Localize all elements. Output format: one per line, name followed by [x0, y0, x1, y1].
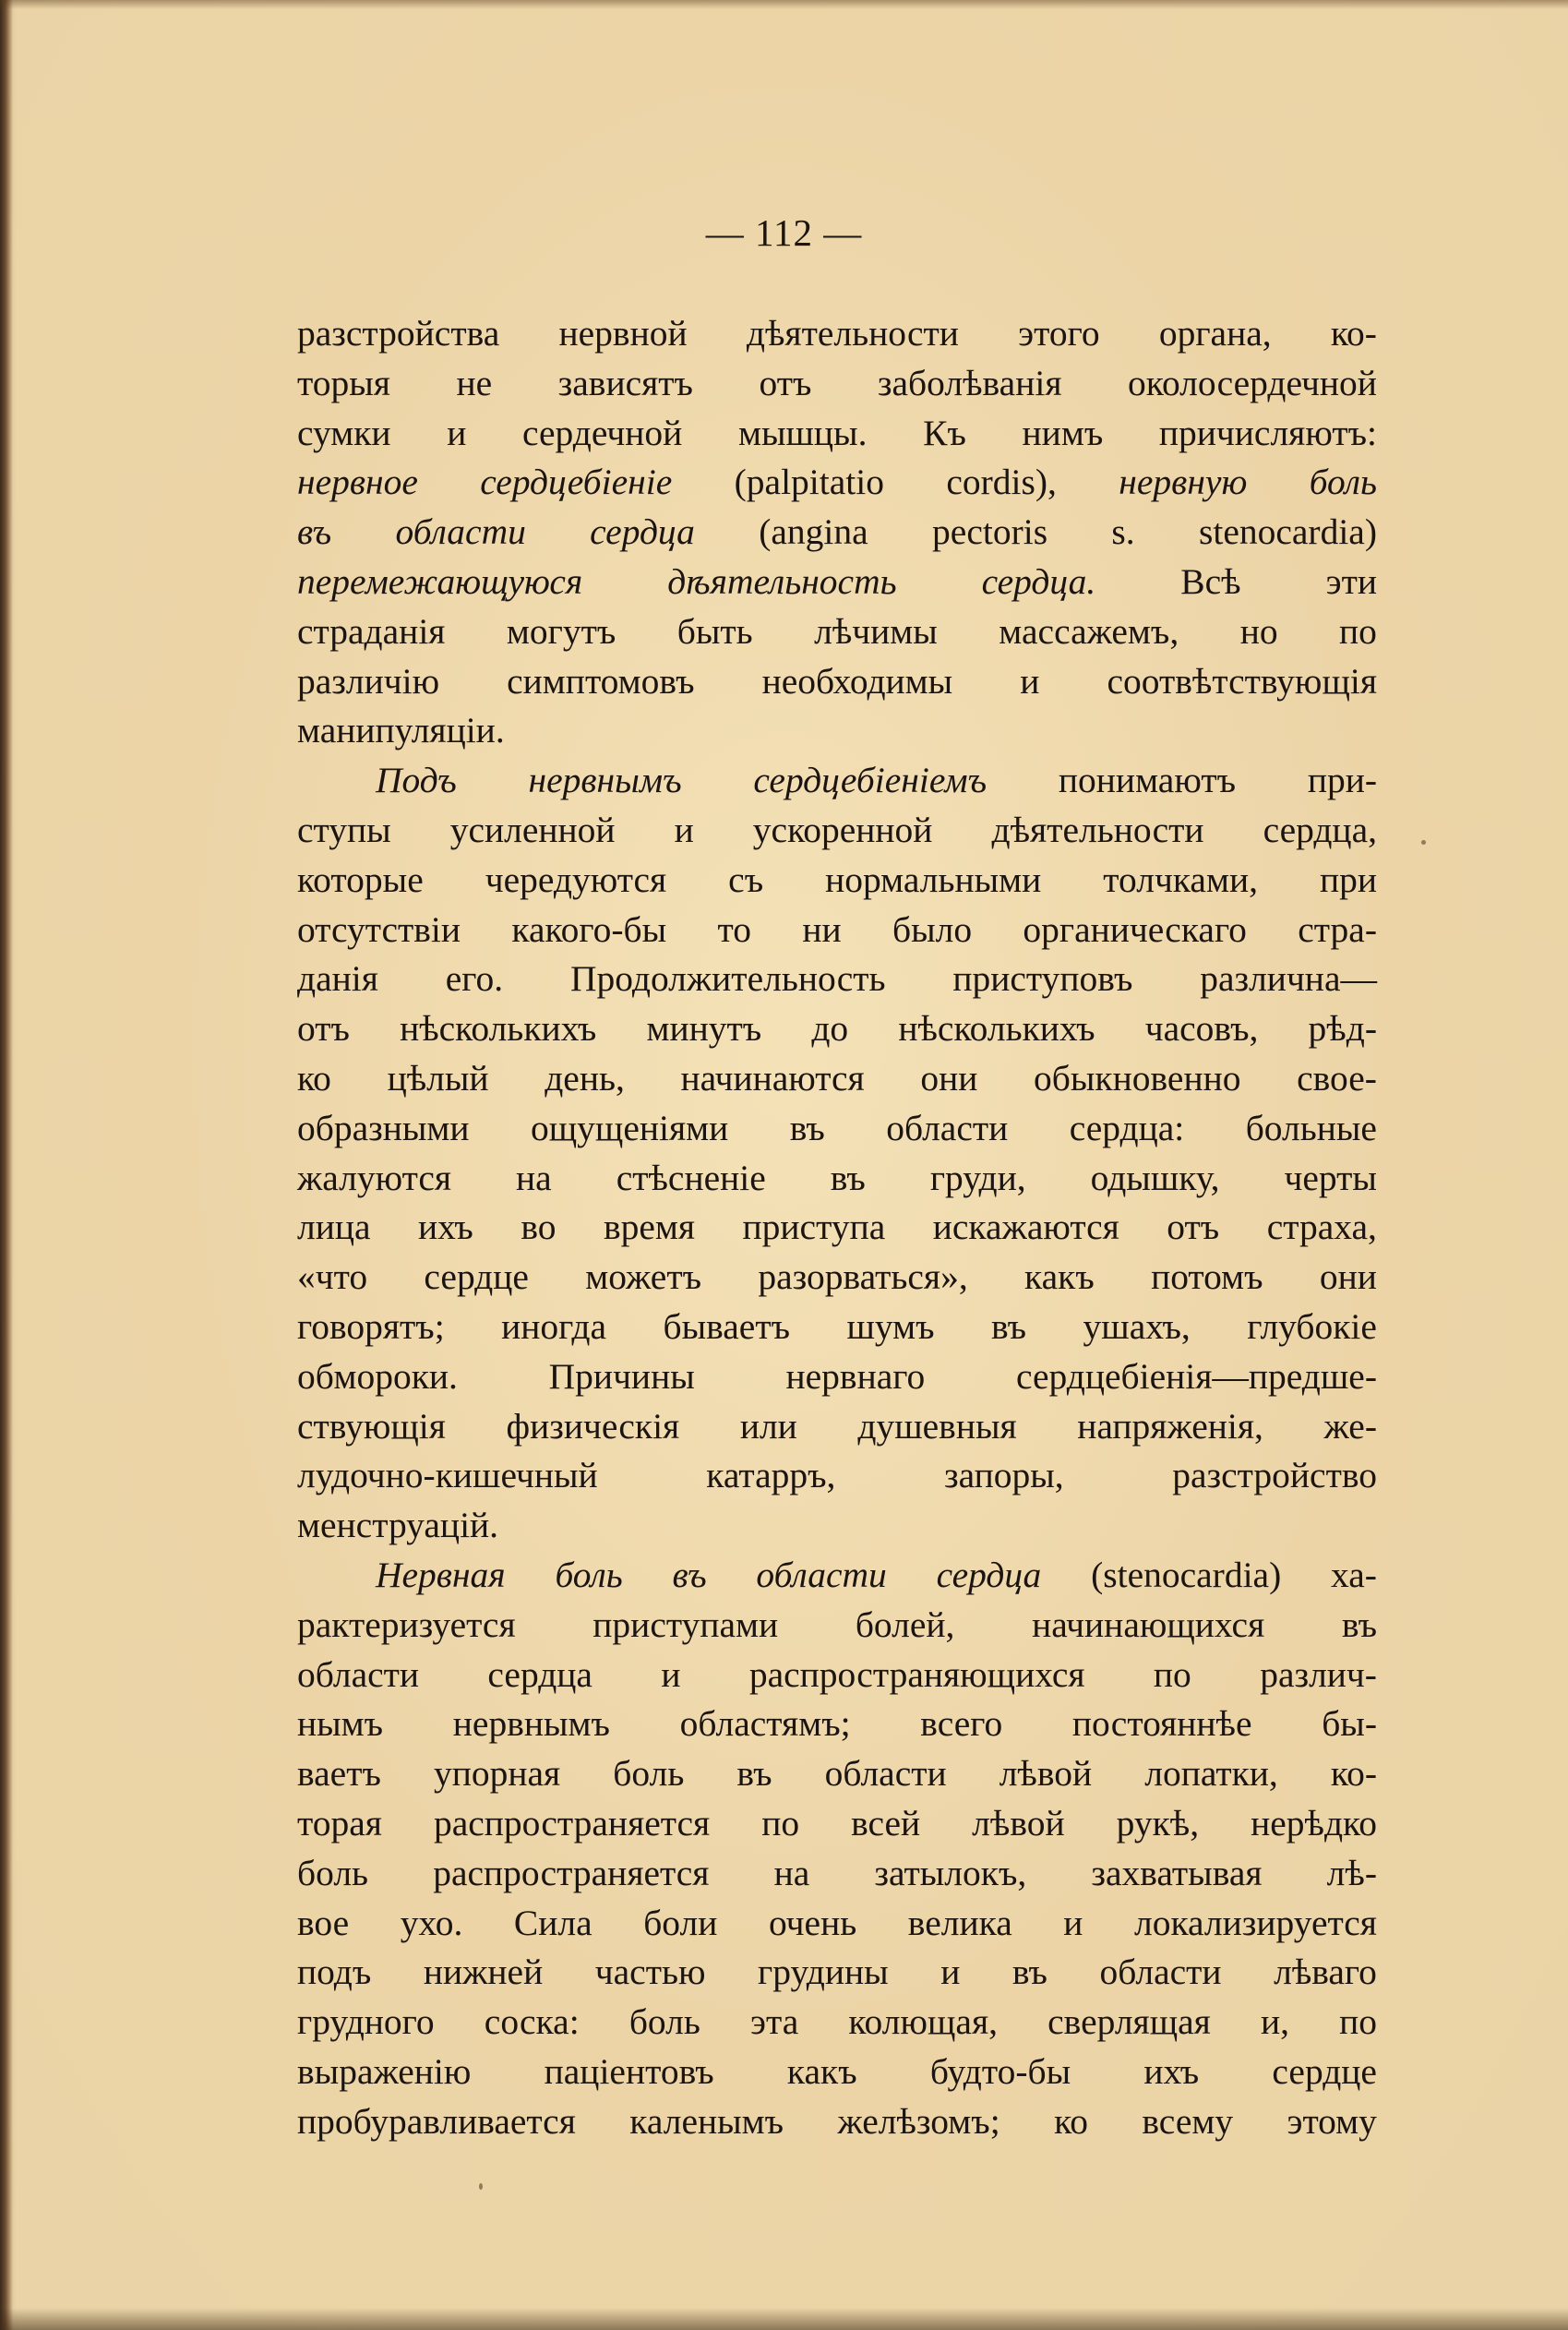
italic-word: сердца.: [981, 560, 1096, 602]
text-line: [297, 558, 1377, 607]
text-line: [297, 706, 1377, 756]
italic-word: дѣятельность: [667, 560, 897, 602]
word: данія: [297, 958, 378, 1000]
word: и: [447, 412, 467, 453]
word: ни: [802, 908, 842, 950]
text-line: [297, 756, 1377, 806]
word: груди,: [929, 1157, 1026, 1198]
word: минутъ: [646, 1008, 762, 1050]
word: какъ: [1024, 1256, 1095, 1298]
word: Причины: [548, 1355, 695, 1397]
word: говорятъ;: [297, 1305, 445, 1347]
word: затылокъ,: [874, 1852, 1027, 1893]
word: лѣчимы: [814, 610, 938, 652]
word: всему: [1142, 2100, 1234, 2142]
word: нѣсколькихъ: [400, 1008, 597, 1050]
word: потомъ: [1151, 1256, 1263, 1298]
word: то: [717, 908, 752, 950]
text-line: [297, 2048, 1377, 2097]
word: боли: [643, 1902, 718, 1943]
word: въ: [1341, 1603, 1377, 1645]
word: боль: [628, 2001, 700, 2043]
word: ступы: [297, 809, 391, 850]
word: причисляютъ:: [1158, 412, 1377, 453]
word: желѣзомъ;: [837, 2100, 1000, 2142]
word: больные: [1245, 1107, 1377, 1148]
word: бы-: [1322, 1703, 1377, 1745]
text-line: [297, 1651, 1377, 1700]
word: его.: [445, 958, 504, 1000]
text-line: [297, 657, 1377, 707]
word: образными: [297, 1107, 470, 1148]
word: ихъ: [418, 1207, 473, 1248]
word: физическія: [506, 1405, 680, 1447]
word: стѣсненіе: [616, 1157, 766, 1198]
italic-word: области: [395, 511, 526, 553]
text-line: [297, 1948, 1377, 1998]
word: грудного: [297, 2001, 435, 2043]
word: подъ: [297, 1952, 372, 1993]
word: начинаются: [680, 1057, 865, 1099]
word: нервнаго: [785, 1355, 926, 1397]
word: выраженію: [297, 2050, 472, 2092]
word: они: [1319, 1256, 1377, 1298]
word: и,: [1260, 2001, 1289, 2043]
word: ушахъ,: [1083, 1305, 1191, 1347]
text-line: [297, 1154, 1377, 1204]
word: этого: [1018, 313, 1100, 354]
word: рукѣ,: [1116, 1802, 1200, 1844]
word: нымъ: [297, 1703, 384, 1745]
word: по: [761, 1802, 800, 1844]
text-line: [297, 1699, 1377, 1749]
word: нерѣдко: [1251, 1802, 1377, 1844]
word: упорная: [433, 1753, 561, 1795]
word: Къ: [923, 412, 966, 453]
word: паціентовъ: [544, 2050, 714, 2092]
word: грудины: [758, 1952, 889, 1993]
word: колющая,: [848, 2001, 998, 2043]
word: не: [456, 362, 493, 403]
text-line: [297, 1402, 1377, 1452]
word: pectoris: [932, 511, 1048, 553]
word: отъ: [297, 1008, 350, 1050]
word: отъ: [759, 362, 812, 403]
italic-word: области: [756, 1554, 887, 1595]
word: при-: [1307, 760, 1377, 801]
italic-word: боль: [1309, 462, 1377, 503]
word: время: [603, 1207, 696, 1248]
word: чередуются: [485, 859, 667, 900]
word: очень: [768, 1902, 857, 1943]
word: напряженія,: [1077, 1405, 1263, 1447]
word: страданія: [297, 610, 446, 652]
text-line: [297, 1849, 1377, 1899]
word: обыкновенно: [1034, 1057, 1241, 1099]
italic-word: нервное: [297, 462, 418, 503]
word: лопатки,: [1144, 1753, 1278, 1795]
word: одышку,: [1090, 1157, 1220, 1198]
word: cordis),: [946, 462, 1057, 503]
italic-word: нервнымъ: [528, 760, 682, 801]
word: частью: [594, 1952, 706, 1993]
word: свое-: [1297, 1057, 1377, 1099]
word: нервной: [558, 313, 688, 354]
italic-word: Нервная: [376, 1554, 506, 1595]
word: эта: [750, 2001, 799, 2043]
word: лѣвой: [972, 1802, 1065, 1844]
word: во: [521, 1207, 557, 1248]
text-line: [297, 1451, 1377, 1501]
page-binding-edge: [0, 0, 13, 2330]
word: околосердечной: [1128, 362, 1377, 403]
word: массажемъ,: [999, 610, 1179, 652]
word: бываетъ: [663, 1305, 791, 1347]
word: распространяется: [433, 1852, 710, 1893]
text-line: [297, 1104, 1377, 1154]
text-line: [297, 1998, 1377, 2048]
body-text: [297, 309, 1377, 2146]
word: душевныя: [857, 1405, 1017, 1447]
word: нервнымъ: [452, 1703, 610, 1745]
word: stenocardia): [1198, 511, 1377, 553]
word: ко: [1054, 2100, 1089, 2142]
word: быть: [676, 610, 753, 652]
word: дѣятельности: [991, 809, 1204, 850]
word: запоры,: [944, 1455, 1064, 1496]
word: распространяется: [433, 1802, 711, 1844]
text-line: [297, 309, 1377, 359]
word: и: [674, 809, 694, 850]
italic-word: сердца: [936, 1554, 1042, 1595]
word: лѣвой: [999, 1753, 1093, 1795]
word: шумъ: [846, 1305, 935, 1347]
word: ко-: [1330, 1753, 1377, 1795]
text-line: [297, 458, 1377, 508]
word: отсутствіи: [297, 908, 461, 950]
word: торыя: [297, 362, 390, 403]
word: вое: [297, 1902, 350, 1943]
text-line: [297, 1054, 1377, 1104]
italic-word: въ: [297, 511, 332, 553]
word: (stenocardia): [1091, 1554, 1282, 1595]
word: Всѣ: [1180, 560, 1241, 602]
word: различію: [297, 660, 440, 702]
word: области: [824, 1753, 947, 1795]
word: Продолжительность: [569, 958, 886, 1000]
word: обмороки.: [297, 1355, 458, 1397]
word: будто-бы: [929, 2050, 1071, 2092]
word: можетъ: [585, 1256, 702, 1298]
word: ко: [297, 1057, 331, 1099]
word: нижней: [423, 1952, 544, 1993]
word: боль: [613, 1753, 685, 1795]
word: симптомовъ: [507, 660, 695, 702]
word: необходимы: [761, 660, 953, 702]
word: лица: [297, 1207, 371, 1248]
word: разстройство: [1172, 1455, 1377, 1496]
text-line: [297, 1352, 1377, 1402]
word: жалуются: [297, 1157, 452, 1198]
word: ко-: [1330, 313, 1377, 354]
word: менструацій.: [297, 1505, 499, 1546]
word: области: [297, 1653, 420, 1695]
word: сердце: [424, 1256, 529, 1298]
word: захватывая: [1091, 1852, 1263, 1893]
italic-word: сердцебіеніемъ: [753, 760, 987, 801]
word: сердцебіенія—предше-: [1015, 1355, 1377, 1397]
paper-speck: [1421, 840, 1426, 845]
word: день,: [545, 1057, 625, 1099]
text-line: [297, 409, 1377, 459]
word: сердца,: [1263, 809, 1377, 850]
word: усиленной: [449, 809, 616, 850]
word: локализируется: [1134, 1902, 1377, 1943]
text-line: [297, 806, 1377, 856]
word: лѣваго: [1274, 1952, 1377, 1993]
word: сумки: [297, 412, 391, 453]
italic-word: боль: [555, 1554, 623, 1595]
text-line: [297, 1899, 1377, 1949]
word: ощущеніями: [530, 1107, 729, 1148]
text-line: [297, 359, 1377, 409]
word: и: [940, 1952, 961, 1993]
page-bottom-edge: [0, 2308, 1568, 2330]
word: распространяющихся: [748, 1653, 1085, 1695]
word: соска:: [484, 2001, 580, 2043]
word: ствующія: [297, 1405, 446, 1447]
text-line: [297, 1501, 1377, 1551]
word: ваетъ: [297, 1753, 381, 1795]
italic-word: нервную: [1119, 462, 1248, 503]
word: ускоренной: [752, 809, 933, 850]
word: по: [1339, 2001, 1377, 2043]
word: боль: [297, 1852, 369, 1893]
word: нѣсколькихъ: [898, 1008, 1095, 1050]
word: съ: [728, 859, 764, 900]
word: разорваться»,: [758, 1256, 968, 1298]
word: страха,: [1266, 1207, 1377, 1248]
word: черты: [1284, 1157, 1377, 1198]
word: рѣд-: [1308, 1008, 1377, 1050]
word: могутъ: [506, 610, 616, 652]
word: всего: [920, 1703, 1003, 1745]
word: въ: [1011, 1952, 1047, 1993]
word: пробуравливается: [297, 2100, 576, 2142]
word: отъ: [1167, 1207, 1220, 1248]
word: но: [1239, 610, 1278, 652]
italic-word: сердца: [590, 511, 695, 553]
word: каленымъ: [629, 2100, 784, 2142]
word: въ: [789, 1107, 825, 1148]
word: заболѣванія: [877, 362, 1062, 403]
word: ихъ: [1143, 2050, 1200, 2092]
page-top-edge: [0, 0, 1568, 9]
word: при: [1319, 859, 1377, 900]
text-line: [297, 906, 1377, 955]
text-line: [297, 955, 1377, 1004]
italic-word: перемежающуюся: [297, 560, 583, 602]
word: болей,: [855, 1603, 955, 1645]
word: было: [892, 908, 973, 950]
word: рактеризуется: [297, 1603, 516, 1645]
word: разстройства: [297, 313, 500, 354]
text-line: [297, 1253, 1377, 1303]
word: по: [1153, 1653, 1191, 1695]
word: въ: [736, 1753, 772, 1795]
word: лудочно-кишечный: [297, 1455, 598, 1496]
word: дѣятельности: [746, 313, 959, 354]
paper-speck: [479, 2183, 483, 2190]
word: искажаются: [932, 1207, 1119, 1248]
word: катарръ,: [706, 1455, 836, 1496]
word: въ: [991, 1305, 1027, 1347]
word: сердце: [1272, 2050, 1377, 2092]
text-line: [297, 1749, 1377, 1799]
word: области: [1099, 1952, 1222, 1993]
word: въ: [830, 1157, 866, 1198]
word: какого-бы: [511, 908, 667, 950]
word: эти: [1325, 560, 1377, 602]
word: постояннѣе: [1071, 1703, 1252, 1745]
text-line: [297, 856, 1377, 906]
word: соотвѣтствующія: [1107, 660, 1377, 702]
word: они: [920, 1057, 978, 1099]
word: органа,: [1158, 313, 1272, 354]
word: на: [516, 1157, 552, 1198]
word: по: [1339, 610, 1377, 652]
word: или: [739, 1405, 797, 1447]
word: же-: [1323, 1405, 1377, 1447]
word: сверлящая: [1047, 2001, 1211, 2043]
word: и: [1020, 660, 1040, 702]
text-line: [297, 2097, 1377, 2147]
word: стра-: [1298, 908, 1377, 950]
text-line: [297, 1551, 1377, 1601]
word: сердечной: [522, 412, 683, 453]
word: приступа: [742, 1207, 886, 1248]
word: начинающихся: [1032, 1603, 1265, 1645]
word: сердца:: [1069, 1107, 1185, 1148]
word: Сила: [513, 1902, 592, 1943]
word: нормальными: [825, 859, 1042, 900]
word: различна—: [1200, 958, 1377, 1000]
italic-word: въ: [672, 1554, 707, 1595]
word: всей: [851, 1802, 921, 1844]
word: областямъ;: [679, 1703, 851, 1745]
text-line: [297, 508, 1377, 558]
word: велика: [907, 1902, 1012, 1943]
word: зависятъ: [557, 362, 693, 403]
word: мышцы.: [737, 412, 868, 453]
word: и: [1063, 1902, 1083, 1943]
word: часовъ,: [1144, 1008, 1259, 1050]
text-line: [297, 1601, 1377, 1651]
word: толчками,: [1103, 859, 1258, 900]
word: нимъ: [1022, 412, 1104, 453]
word: и: [661, 1653, 681, 1695]
word: органическаго: [1023, 908, 1247, 950]
word: понимаютъ: [1058, 760, 1237, 801]
text-line: [297, 1799, 1377, 1849]
word: «что: [297, 1256, 368, 1298]
text-line: [297, 607, 1377, 657]
word: на: [773, 1852, 810, 1893]
word: иногда: [501, 1305, 607, 1347]
word: глубокіе: [1247, 1305, 1377, 1347]
word: этому: [1287, 2100, 1377, 2142]
word: ха-: [1331, 1554, 1377, 1595]
word: различ-: [1260, 1653, 1377, 1695]
word: цѣлый: [387, 1057, 489, 1099]
word: (angina: [759, 511, 868, 553]
text-line: [297, 1203, 1377, 1253]
italic-word: сердцебіеніе: [480, 462, 673, 503]
word: приступовъ: [952, 958, 1133, 1000]
word: лѣ-: [1326, 1852, 1377, 1893]
word: которые: [297, 859, 424, 900]
word: s.: [1111, 511, 1135, 553]
word: торая: [297, 1802, 382, 1844]
page-number: — 112 —: [705, 211, 863, 254]
word: ухо.: [400, 1902, 463, 1943]
word: до: [811, 1008, 849, 1050]
word: приступами: [592, 1603, 779, 1645]
word: манипуляціи.: [297, 710, 505, 751]
word: сердца: [487, 1653, 592, 1695]
word: (palpitatio: [734, 462, 884, 503]
text-line: [297, 1303, 1377, 1352]
word: какъ: [786, 2050, 857, 2092]
italic-word: Подъ: [376, 760, 457, 801]
text-line: [297, 1004, 1377, 1054]
word: области: [886, 1107, 1009, 1148]
